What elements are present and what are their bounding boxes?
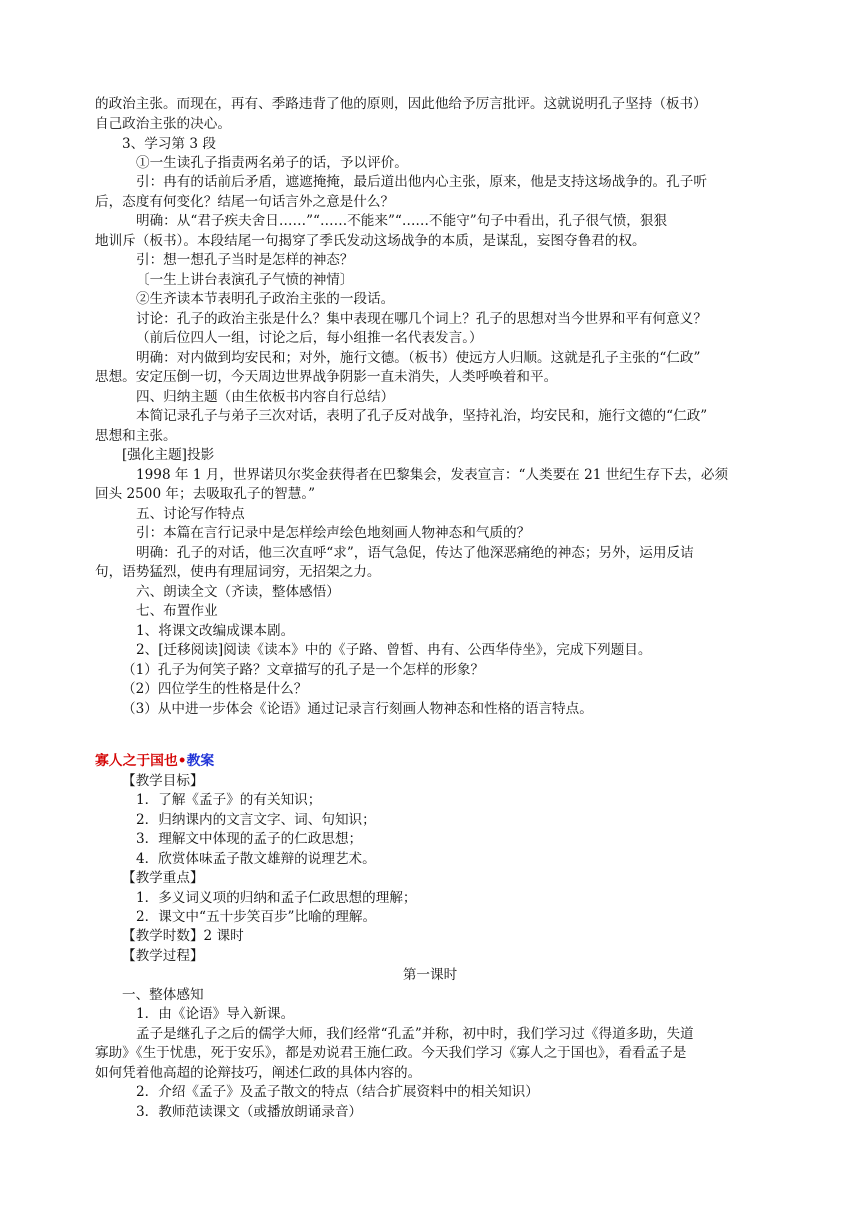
text-line: （前后位四人一组，讨论之后，每小组推一名代表发言。） <box>136 330 483 346</box>
text-line: 的政治主张。而现在，再有、季路违背了他的原则，因此他给予厉言批评。这就说明孔子坚持（板书） <box>95 96 707 112</box>
text-line: 寡助》《生于忧患，死于安乐》，都是劝说君王施仁政。今天我们学习《寡人之于国也》，看看孟子是 <box>95 1045 687 1061</box>
text-line: 如何凭着他高超的论辩技巧，阐述仁政的具体内容的。 <box>95 1065 422 1081</box>
section-heading: 七、布置作业 <box>136 603 218 619</box>
lesson-title <box>95 751 214 771</box>
class-period-heading: 第一课时 <box>402 967 458 983</box>
text-line: 明确：从“君子疾夫舍日……”“……不能来”“……不能守”句子中看出，孔子很气愤，狠狠 <box>136 213 668 229</box>
text-line: 思想和主张。 <box>95 428 177 444</box>
list-item: 3．理解文中体现的孟子的仁政思想； <box>136 831 363 847</box>
lesson-title-suffix: 教案 <box>186 753 215 769</box>
list-item: （2）四位学生的性格是什么？ <box>122 681 308 697</box>
list-item: （1）孔子为何笑子路？文章描写的孔子是一个怎样的形象？ <box>122 662 485 678</box>
section-heading: 五、讨论写作特点 <box>136 506 245 522</box>
list-item: 3．教师范读课文（或播放朗诵录音） <box>136 1104 363 1120</box>
text-line: 引：冉有的话前后矛盾，遮遮掩掩，最后道出他内心主张，原来，他是支持这场战争的。孔子听 <box>136 174 707 190</box>
text-line: 1998 年 1 月，世界诺贝尔奖金获得者在巴黎集会，发表宣言：“人类要在 21 世纪生存下去，必须 <box>136 467 729 483</box>
section-heading: 四、归纳主题（由生依板书内容自行总结） <box>136 389 395 405</box>
text-line: [强化主题]投影 <box>122 447 215 463</box>
text-line: 明确：对内做到均安民和；对外，施行文德。（板书）使远方人归顺。这就是孔子主张的“仁政” <box>136 350 701 366</box>
text-line: 思想。安定压倒一切，今天周边世界战争阴影一直未消失，人类呼唤着和平。 <box>95 369 558 385</box>
step-heading: 3、学习第 3 段 <box>122 136 216 152</box>
bracket-heading: 【教学时数】2 课时 <box>122 928 244 944</box>
bracket-heading: 【教学目标】 <box>122 773 204 789</box>
text-line: 回头 2500 年；去吸取孔子的智慧。” <box>95 486 316 502</box>
section-heading: 一、整体感知 <box>122 987 204 1003</box>
text-line: 自己政治主张的决心。 <box>95 116 231 132</box>
text-line: ②生齐读本节表明孔子政治主张的一段话。 <box>136 291 395 307</box>
text-line: 孟子是继孔子之后的儒学大师，我们经常“孔孟”并称，初中时，我们学习过《得道多助，失道 <box>136 1026 694 1042</box>
lesson-title-main: 寡人之于国也 <box>95 753 178 769</box>
section-heading: 六、朗读全文（齐读，整体感悟） <box>136 584 340 600</box>
list-item: 2．归纳课内的文言文字、词、句知识； <box>136 812 376 828</box>
text-line: 明确：孔子的对话，他三次直呼“求”，语气急促，传达了他深恶痛绝的神态；另外，运用反诘 <box>136 545 694 561</box>
text-line: 〔一生上讲台表演孔子气愤的神情〕 <box>136 272 354 288</box>
list-item: 2．课文中“五十步笑百步”比喻的理解。 <box>136 909 377 925</box>
list-item: 2、[迁移阅读]阅读《读本》中的《子路、曾皙、冉有、公西华侍坐》，完成下列题目。 <box>136 642 652 658</box>
list-item: 1．了解《孟子》的有关知识； <box>136 792 322 808</box>
list-item: 2．介绍《孟子》及孟子散文的特点（结合扩展资料中的相关知识） <box>136 1084 539 1100</box>
text-line: 地训斥（板书）。本段结尾一句揭穿了季氏发动这场战争的本质，是谋乱，妄图夺鲁君的权。 <box>95 233 646 249</box>
list-item: 1、将课文改编成课本剧。 <box>136 623 295 639</box>
list-item: 1．多义词义项的归纳和孟子仁政思想的理解； <box>136 890 417 906</box>
title-separator: • <box>177 753 187 769</box>
list-item: （3）从中进一步体会《论语》通过记录言行刻画人物神态和性格的语言特点。 <box>122 701 593 717</box>
text-line: 讨论：孔子的政治主张是什么？集中表现在哪几个词上？孔子的思想对当今世界和平有何意义？ <box>136 311 707 327</box>
text-line: 句，语势猛烈，使冉有理屈词穷，无招架之力。 <box>95 564 381 580</box>
text-line: 引：想一想孔子当时是怎样的神态？ <box>136 252 354 268</box>
text-line: 本简记录孔子与弟子三次对话，表明了孔子反对战争，坚持礼治，均安民和，施行文德的“仁政” <box>136 408 708 424</box>
text-line: 后，态度有何变化？结尾一句话言外之意是什么？ <box>95 194 395 210</box>
list-item: 1．由《论语》导入新课。 <box>136 1006 295 1022</box>
bracket-heading: 【教学过程】 <box>122 948 204 964</box>
bracket-heading: 【教学重点】 <box>122 870 204 886</box>
text-line: ①一生读孔子指责两名弟子的话，予以评价。 <box>136 155 408 171</box>
text-line: 引：本篇在言行记录中是怎样绘声绘色地刻画人物神态和气质的？ <box>136 525 531 541</box>
list-item: 4．欣赏体味孟子散文雄辩的说理艺术。 <box>136 851 376 867</box>
